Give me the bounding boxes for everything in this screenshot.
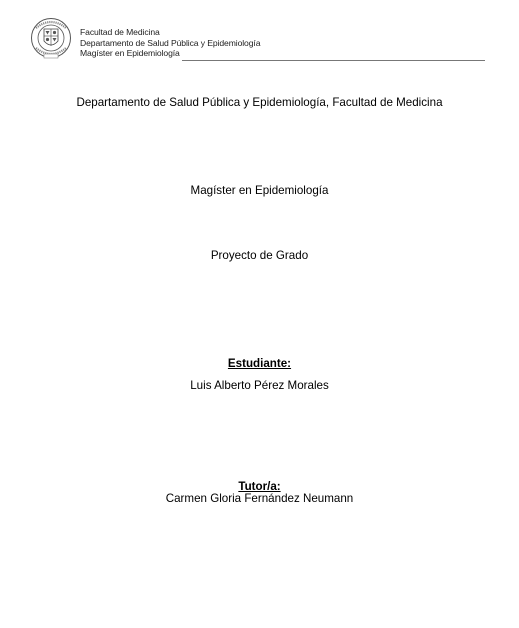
letterhead-program: Magíster en Epidemiología bbox=[80, 48, 180, 59]
letterhead-faculty: Facultad de Medicina bbox=[80, 27, 160, 37]
project-type: Proyecto de Grado bbox=[210, 249, 309, 262]
department-line: Departamento de Salud Pública y Epidemiología, Facultad de Medicina bbox=[76, 96, 443, 109]
letterhead-department: Departamento de Salud Pública y Epidemiología bbox=[80, 37, 261, 48]
letterhead bbox=[80, 27, 260, 59]
header-rule bbox=[182, 60, 485, 61]
tutor-name: Carmen Gloria Fernández Neumann bbox=[165, 492, 354, 505]
student-label: Estudiante: bbox=[227, 357, 292, 370]
student-name: Luis Alberto Pérez Morales bbox=[190, 379, 329, 392]
university-seal-icon bbox=[30, 14, 72, 64]
program-title: Magíster en Epidemiología bbox=[190, 184, 329, 197]
tutor-label: Tutor/a: bbox=[238, 480, 281, 493]
